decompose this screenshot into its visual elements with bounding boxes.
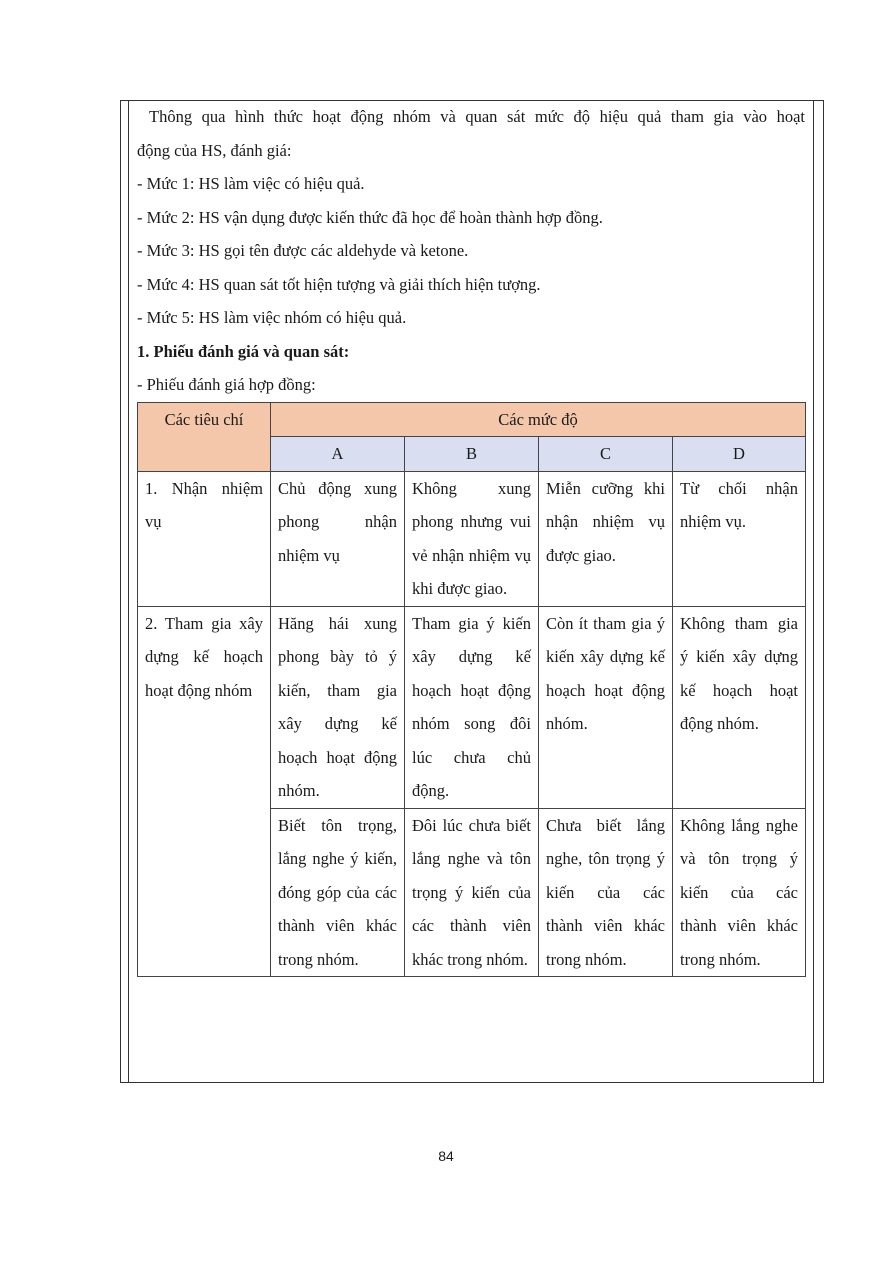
- table-cell: Biết tôn trọng, lắng nghe ý kiến, đóng góp của các thành viên khác trong nhóm.: [271, 808, 405, 977]
- page-number: 84: [438, 1148, 454, 1164]
- table-cell: Không tham gia ý kiến xây dựng kế hoạch hoạt động nhóm.: [673, 606, 806, 808]
- table-row: [138, 471, 806, 606]
- table-cell: Hăng hái xung phong bày tỏ ý kiến, tham gia xây dựng kế hoạch hoạt động nhóm.: [271, 606, 405, 808]
- intro-paragraph-cont: động của HS, đánh giá:: [137, 140, 292, 160]
- level-item: - Mức 2: HS vận dụng được kiến thức đã học để hoàn thành hợp đồng.: [137, 207, 603, 227]
- table-cell: Chủ động xung phong nhận nhiệm vụ: [271, 471, 405, 606]
- evaluation-table: [137, 402, 806, 978]
- document-content: [137, 100, 805, 977]
- column-header-a: A: [271, 437, 405, 472]
- table-cell: Tham gia ý kiến xây dựng kế hoạch hoạt động nhóm song đôi lúc chưa chủ động.: [405, 606, 539, 808]
- levels-header: Các mức độ: [271, 402, 806, 437]
- level-item: - Mức 3: HS gọi tên được các aldehyde và ketone.: [137, 241, 469, 260]
- level-item: - Mức 1: HS làm việc có hiệu quả.: [137, 174, 365, 193]
- level-item: - Mức 4: HS quan sát tốt hiện tượng và giải thích hiện tượng.: [137, 274, 541, 294]
- criterion-cell: 1. Nhận nhiệm vụ: [138, 471, 271, 606]
- table-cell: Còn ít tham gia ý kiến xây dựng kế hoạch hoạt động nhóm.: [539, 606, 673, 808]
- column-header-c: C: [539, 437, 673, 472]
- table-cell: Không lắng nghe và tôn trọng ý kiến của các thành viên khác trong nhóm.: [673, 808, 806, 977]
- criteria-header: Các tiêu chí: [138, 402, 271, 471]
- column-header-b: B: [405, 437, 539, 472]
- section-title: 1. Phiếu đánh giá và quan sát:: [137, 341, 350, 361]
- column-header-d: D: [673, 437, 806, 472]
- table-cell: Chưa biết lắng nghe, tôn trọng ý kiến của các thành viên khác trong nhóm.: [539, 808, 673, 977]
- table-cell: Đôi lúc chưa biết lắng nghe và tôn trọng ý kiến của các thành viên khác trong nhóm.: [405, 808, 539, 977]
- table-cell: Miễn cưỡng khi nhận nhiệm vụ được giao.: [539, 471, 673, 606]
- criterion-cell: 2. Tham gia xây dựng kế hoạch hoạt động nhóm: [138, 606, 271, 977]
- table-header-row: [138, 402, 806, 437]
- level-item: - Mức 5: HS làm việc nhóm có hiệu quả.: [137, 308, 407, 327]
- intro-paragraph: Thông qua hình thức hoạt động nhóm và quan sát mức độ hiệu quả tham gia vào hoạt: [149, 107, 805, 126]
- table-cell: Không xung phong nhưng vui vẻ nhận nhiệm vụ khi được giao.: [405, 471, 539, 606]
- sheet-label: - Phiếu đánh giá hợp đồng:: [137, 375, 316, 394]
- table-row: [138, 606, 806, 808]
- table-cell: Từ chối nhận nhiệm vụ.: [673, 471, 806, 606]
